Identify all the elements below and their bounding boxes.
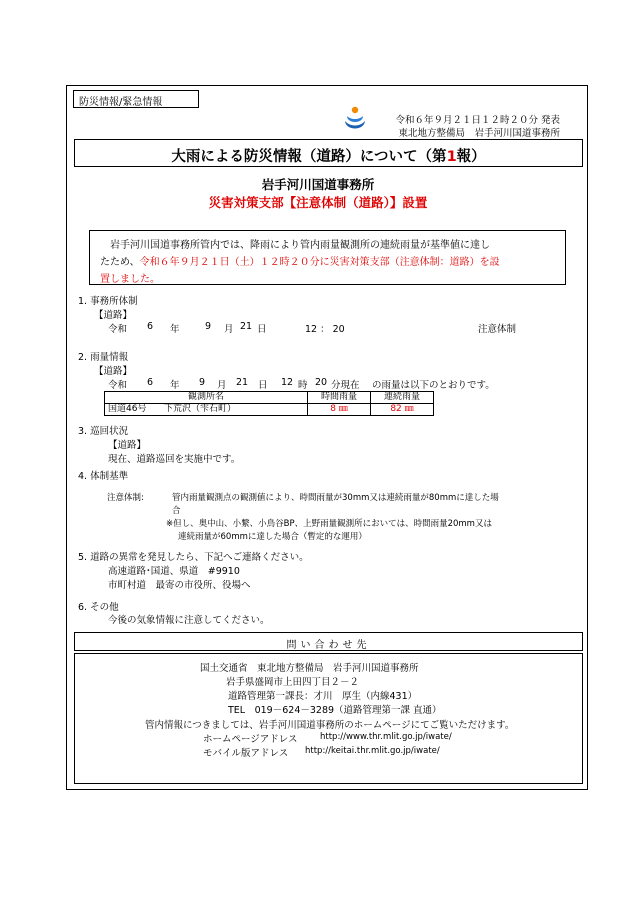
section6-heading: 6. その他 — [78, 602, 119, 613]
issued-at: 令和６年９月２１日１２時２０分 発表 — [395, 115, 560, 126]
table-header-station: 観測所名 — [105, 392, 308, 404]
section6-text: 今後の気象情報に注意してください。 — [108, 615, 270, 626]
section4-label: 注意体制: — [107, 493, 144, 503]
section4-note2: 連続雨量が60mmに達した場合（暫定的な運用） — [178, 532, 367, 542]
section2-sub: 【道路】 — [94, 366, 133, 377]
section4-line1b: 合 — [172, 506, 181, 516]
section5-line2: 市町村道 最寄の市役所、役場へ — [108, 580, 251, 591]
rainfall-table — [104, 391, 434, 416]
contact-heading-box — [74, 632, 583, 651]
homepage-label: ホームページアドレス — [203, 734, 298, 745]
contact-line3: 道路管理第一課長：才川 厚生（内線431） — [228, 691, 418, 702]
section5-line1: 高速道路･国道、県道 #9910 — [108, 566, 240, 577]
cell-hourly: 8 ㎜ — [308, 404, 371, 416]
contact-line1: 国土交通省 東北地方整備局 岩手河川国道事務所 — [200, 663, 419, 674]
section4-line1: 管内雨量観測点の観測値により、時間雨量が30mm又は連続雨量が80mmに達した場 — [172, 493, 499, 503]
table-header-row — [105, 392, 434, 404]
table-header-cumulative: 連続雨量 — [371, 392, 434, 404]
section4-heading: 4. 体制基準 — [78, 471, 129, 482]
cell-cumulative: 82 ㎜ — [371, 404, 434, 416]
cell-station: 下荒沢（雫石町） — [161, 404, 308, 416]
category-tag-label: 防災情報/緊急情報 — [79, 97, 163, 108]
contact-heading: 問い合わせ先 — [286, 640, 371, 651]
mobile-label: モバイル版アドレス — [203, 748, 289, 759]
mobile-link[interactable]: http://keitai.thr.mlit.go.jp/iwate/ — [305, 746, 440, 756]
section4-note1: ※但し、奥中山、小繋、小鳥谷BP、上野雨量観測所においては、時間雨量20mm又は — [166, 519, 492, 529]
section1-status: 注意体制 — [478, 324, 517, 335]
title-box — [74, 139, 583, 167]
branch-title: 災害対策支部【注意体制（道路）】設置 — [208, 195, 428, 210]
notice-box — [89, 230, 566, 285]
section1-sub: 【道路】 — [94, 310, 133, 321]
contact-line2: 岩手県盛岡市上田四丁目２－２ — [226, 677, 360, 688]
report-number: 1 — [446, 149, 457, 165]
table-header-hourly: 時間雨量 — [308, 392, 371, 404]
section3-heading: 3. 巡回状況 — [78, 426, 129, 437]
section2-heading: 2. 雨量情報 — [78, 352, 129, 363]
table-row — [105, 404, 434, 416]
category-tag — [73, 90, 199, 108]
contact-line4: TEL 019－624－3289（道路管理第一課 直通） — [228, 705, 442, 716]
issuer: 東北地方整備局 岩手河川国道事務所 — [398, 128, 560, 139]
contact-line5: 管内情報につきましては、岩手河川国道事務所のホームページにてご覧いただけます。 — [145, 720, 515, 731]
section1-heading: 1. 事務所体制 — [78, 296, 138, 307]
section3-text: 現在、道路巡回を実施中です。 — [108, 454, 241, 465]
cell-route: 国道46号 — [105, 404, 162, 416]
homepage-link[interactable]: http://www.thr.mlit.go.jp/iwate/ — [320, 732, 452, 742]
page-title: 大雨による防災情報（道路）について（第1報） — [171, 149, 486, 165]
section1-time: 12 ： 20 — [305, 324, 345, 335]
office-name: 岩手河川国道事務所 — [261, 177, 375, 192]
mlit-logo-icon — [343, 106, 367, 132]
section3-sub: 【道路】 — [108, 440, 147, 451]
notice-text: 岩手河川国道事務所管内では、降雨により管内雨量観測所の連続雨量が基準値に達し たため、令和６年９月２１日（土）１２時２０分に災害対策支部（注意体制：道路）を設 置しました。 — [100, 240, 500, 285]
section5-heading: 5. 道路の異常を発見したら、下記へご連絡ください。 — [78, 552, 309, 563]
